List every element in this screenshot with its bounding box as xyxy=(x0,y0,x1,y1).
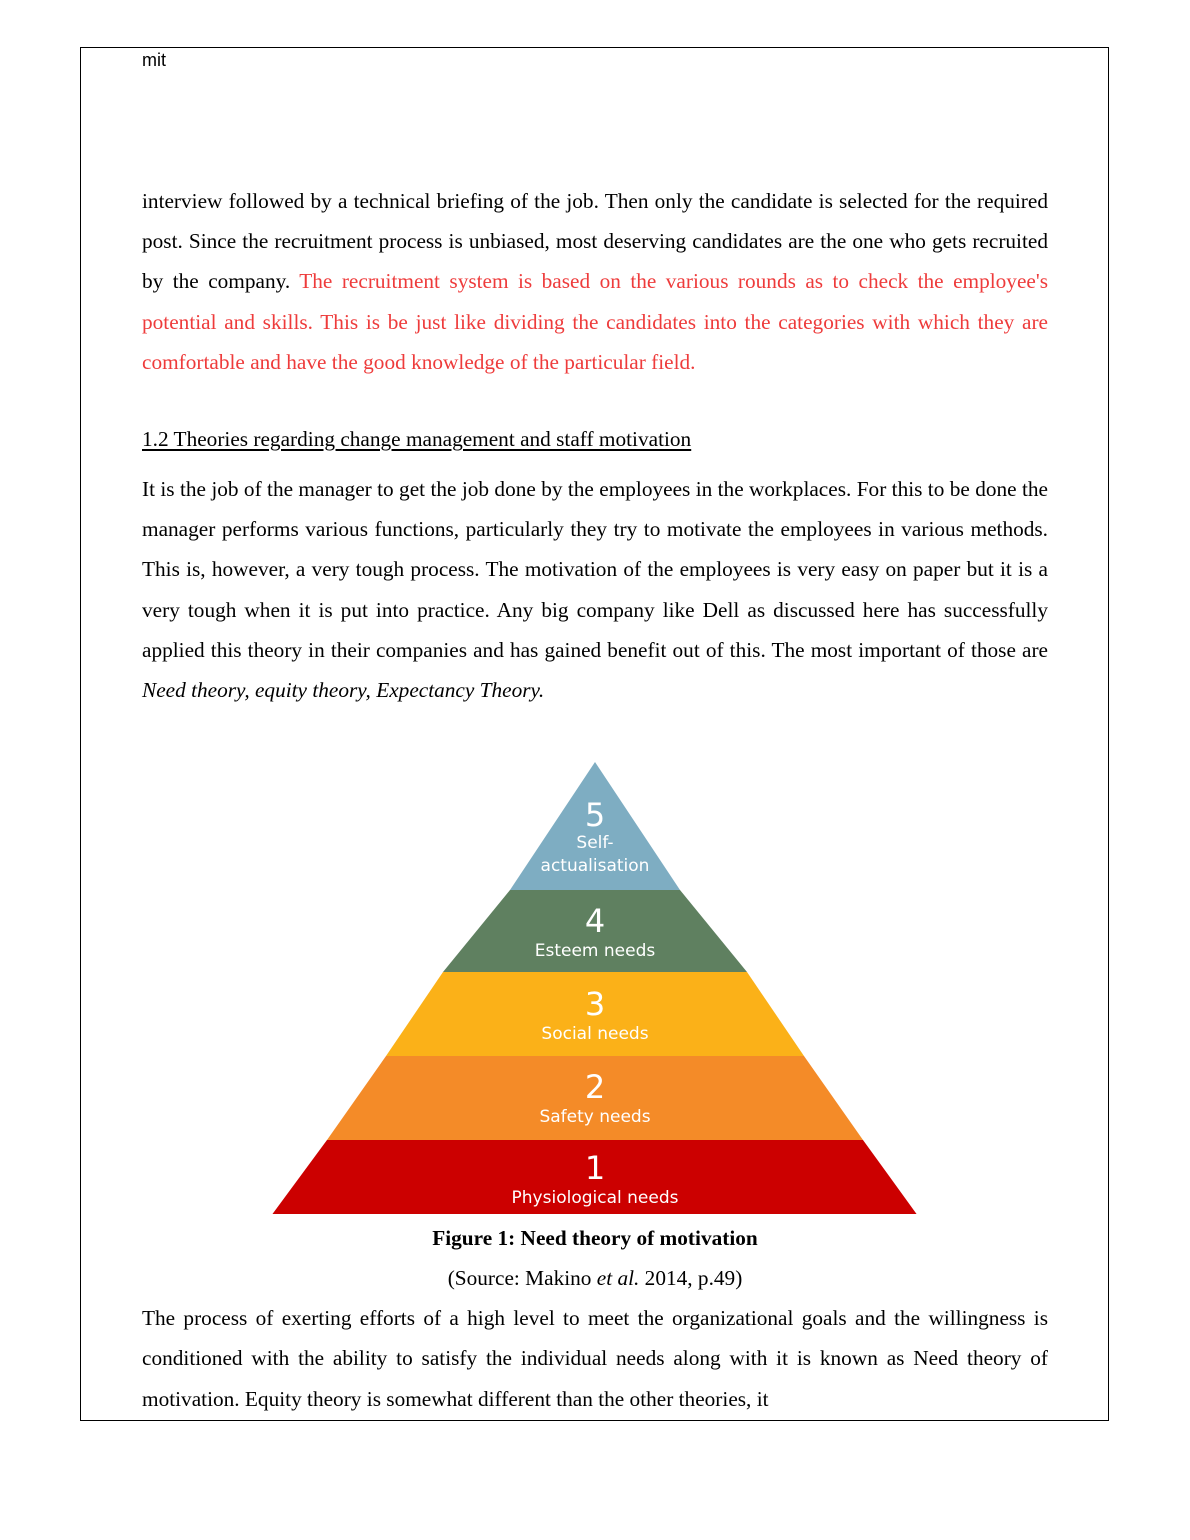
figure-source-prefix: (Source: Makino xyxy=(447,1266,597,1291)
paragraph-motivation xyxy=(142,469,1048,710)
pyramid-level-1-label: Physiological needs xyxy=(511,1188,679,1209)
figure-caption: Figure 1: Need theory of motivation xyxy=(432,1226,758,1251)
document-body xyxy=(142,181,1048,1419)
paragraph-recruitment-highlight: The recruitment system is based on the various rounds as to check the employee's potential and skills. This is be just like dividing the candidates into the categories with which they are comfortable and have the good knowledge of the particular field. xyxy=(142,269,1048,374)
pyramid-level-4-label: Esteem needs xyxy=(534,941,656,962)
pyramid-graphic xyxy=(142,724,1048,1214)
running-head: mit xyxy=(142,50,166,70)
paragraph-motivation-text: It is the job of the manager to get the job done by the employees in the workplaces. For this to be done the manager performs various functions, particularly they try to motivate the employees in various methods. This is, however, a very tough process. The motivation of the employees is very easy on paper but it is a very tough when it is put into practice. Any big company like Dell as discussed here has successfully applied this theory in their companies and has gained benefit out of this. The most important of those are xyxy=(142,477,1048,662)
paragraph-need-theory: The process of exerting efforts of a high level to meet the organizational goals and the willingness is conditioned with the ability to satisfy the individual needs along with it is known as Need theory of motivation. Equity theory is somewhat different than the other theories, it xyxy=(142,1306,1048,1411)
figure-source-italic: et al. xyxy=(596,1266,640,1291)
figure-source xyxy=(142,1258,1048,1298)
need-theory-pyramid-figure xyxy=(142,724,1048,1214)
paragraph-recruitment-text: interview followed by a technical briefing of the job. Then only the candidate is selected for the required post. Since the recruitment process is unbiased, most deserving candidates are the one who gets recruited by the company. xyxy=(142,189,1048,294)
pyramid-level-1-number: 1 xyxy=(584,1149,606,1188)
pyramid-level-2-label: Safety needs xyxy=(539,1107,651,1128)
figure-source-suffix: 2014, p.49) xyxy=(639,1266,743,1291)
section-heading: 1.2 Theories regarding change management and staff motivation xyxy=(142,427,692,452)
pyramid-level-4-number: 4 xyxy=(584,902,606,941)
pyramid-level-5-label-line1: Self- xyxy=(576,833,614,854)
pyramid-level-3-label: Social needs xyxy=(541,1024,649,1045)
pyramid-level-5-number: 5 xyxy=(584,796,606,835)
paragraph-recruitment xyxy=(142,181,1048,382)
pyramid-level-2-number: 2 xyxy=(584,1068,606,1107)
paragraph-motivation-theories: Need theory, equity theory, Expectancy Theory. xyxy=(142,678,545,703)
pyramid-level-5-label-line2: actualisation xyxy=(540,856,650,877)
pyramid-level-3-number: 3 xyxy=(584,985,606,1024)
